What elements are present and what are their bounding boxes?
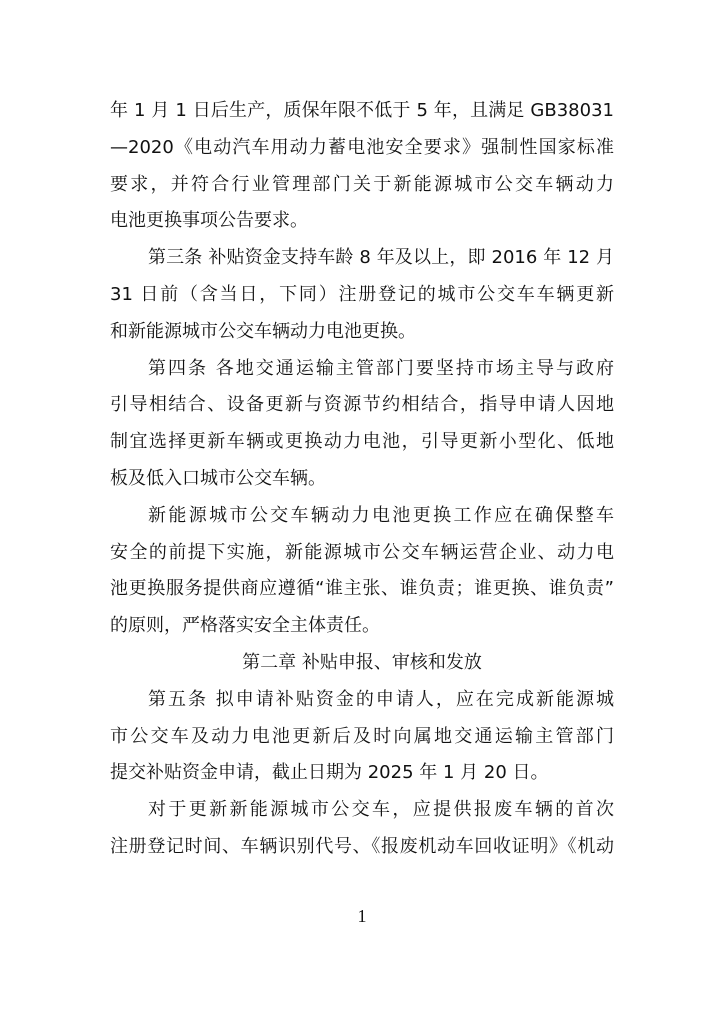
text-line: 板及低入口城市公交车辆。 <box>110 467 326 489</box>
chapter-heading: 第二章 补贴申报、审核和发放 <box>242 651 482 673</box>
article-4-line: 第四条 各地交通运输主管部门要坚持市场主导与政府 <box>148 357 614 379</box>
text-line: 年 1 月 1 日后生产，质保年限不低于 5 年，且满足 GB38031 <box>110 100 614 121</box>
text-line: 引导相结合、设备更新与资源节约相结合，指导申请人因地 <box>110 394 614 416</box>
text-line: 31 日前（含当日，下同）注册登记的城市公交车车辆更新 <box>110 283 614 305</box>
article-5-line: 第五条 拟申请补贴资金的申请人，应在完成新能源城 <box>148 688 614 710</box>
text-line: 的原则，严格落实安全主体责任。 <box>110 615 380 637</box>
document-body <box>110 93 614 866</box>
text-line: 和新能源城市公交车辆动力电池更换。 <box>110 320 416 342</box>
text-line: 要求，并符合行业管理部门关于新能源城市公交车辆动力 <box>110 173 614 195</box>
text-line: 安全的前提下实施，新能源城市公交车辆运营企业、动力电 <box>110 541 614 563</box>
text-line: 制宜选择更新车辆或更换动力电池，引导更新小型化、低地 <box>110 431 614 453</box>
paragraph-line: 新能源城市公交车辆动力电池更换工作应在确保整车 <box>148 504 614 526</box>
text-line: 市公交车及动力电池更新后及时向属地交通运输主管部门 <box>110 725 614 747</box>
article-3-line: 第三条 补贴资金支持车龄 8 年及以上，即 2016 年 12 月 <box>148 247 614 269</box>
paragraph-line: 对于更新新能源城市公交车，应提供报废车辆的首次 <box>148 799 614 821</box>
text-line: 提交补贴资金申请，截止日期为 2025 年 1 月 20 日。 <box>110 762 549 784</box>
page-number: 1 <box>357 906 367 926</box>
text-line: 池更换服务提供商应遵循“谁主张、谁负责；谁更换、谁负责” <box>110 578 614 600</box>
text-line: 注册登记时间、车辆识别代号、《报废机动车回收证明》《机动 <box>110 835 614 857</box>
text-line: —2020《电动汽车用动力蓄电池安全要求》强制性国家标准 <box>110 136 614 158</box>
text-line: 电池更换事项公告要求。 <box>110 210 308 232</box>
